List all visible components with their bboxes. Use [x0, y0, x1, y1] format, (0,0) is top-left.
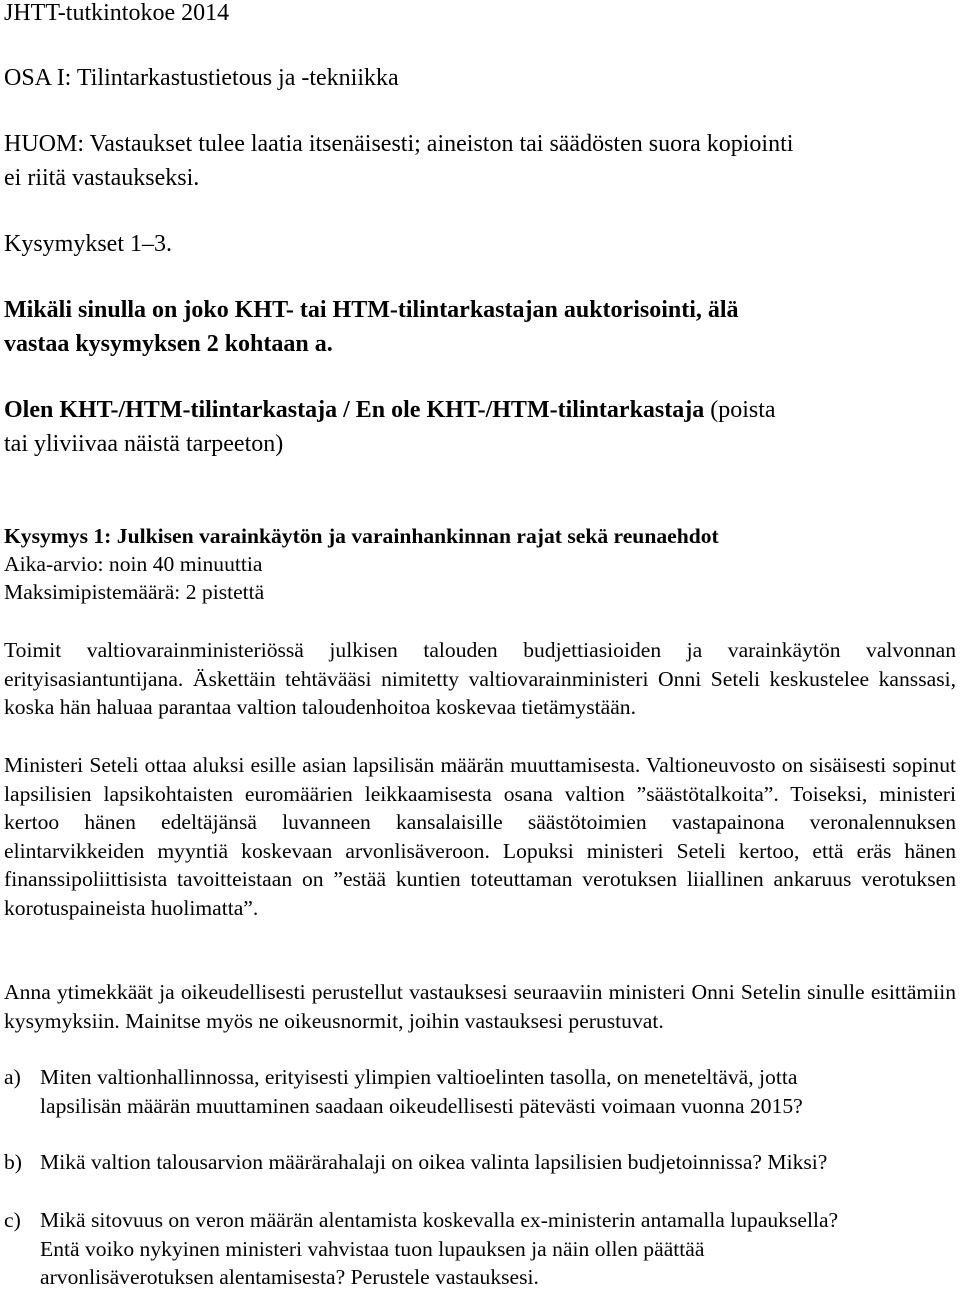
item-marker: b) — [4, 1150, 22, 1174]
item-marker: c) — [4, 1208, 21, 1232]
auditor-status-statement: Olen KHT-/HTM-tilintarkastaja / En ole KHT-/HTM-tilintarkastaja (poista tai yliviivaa näistä tarpeeton) — [4, 397, 776, 457]
question1-time-estimate: Aika-arvio: noin 40 minuuttia — [4, 552, 263, 576]
question1-item-b: b) Mikä valtion talousarvion määrärahalaji on oikea valinta lapsilisien budjetoinnissa? Miksi? — [4, 1148, 956, 1177]
question1-max-points: Maksimipistemäärä: 2 pistettä — [4, 580, 265, 604]
question1-item-a: a) Miten valtionhallinnossa, erityisesti ylimpien valtioelinten tasolla, on meneteltävä, jotta lapsilisän määrän muuttaminen saadaan oikeudellisesti pätevästi voimaan vuonna 2015? — [4, 1063, 956, 1120]
question1-paragraph-2: Ministeri Seteli ottaa aluksi esille asian lapsilisän määrän muuttamisesta. Valtioneuvosto on sisäisesti sopinut lapsilisien lapsikohtaisten euromäärien leikkaamisesta osana valtion ”säästötalkoita”. Toiseksi, ministeri kertoo hänen edeltäjänsä luvanneen kansalaisille säästötoimien vastapainona veronalennuksen elintarvikkeiden myyntiä koskevaan arvonlisäveroon. Lopuksi ministeri Seteli kertoo, että eräs hänen finanssipoliittisista tavoitteistaan on ”estää kuntien toteuttaman verotuksen liiallinen ankaruus verotuksen korotuspaineista huolimatta”. — [4, 753, 956, 920]
authorization-warning: Mikäli sinulla on joko KHT- tai HTM-tilintarkastajan auktorisointi, älä vastaa kysymyksen 2 kohtaan a. — [4, 297, 739, 357]
question1-paragraph-1: Toimit valtiovarainministeriössä julkisen talouden budjettiasioiden ja varainkäytön valvonnan erityisasiantuntijana. Äskettäin tehtävääsi nimitetty valtiovarainministeri Onni Seteli keskustelee kanssasi, koska hän haluaa parantaa valtion taloudenhoitoa koskevaa tietämystään. — [4, 638, 956, 719]
item-marker: a) — [4, 1065, 21, 1089]
auditor-status-options: Olen KHT-/HTM-tilintarkastaja / En ole KHT-/HTM-tilintarkastaja — [4, 397, 705, 423]
part-title: OSA I: Tilintarkastustietous ja -tekniikka — [4, 65, 399, 91]
copying-note: HUOM: Vastaukset tulee laatia itsenäisesti; aineiston tai säädösten suora kopiointi ei riitä vastaukseksi. — [4, 131, 794, 191]
exam-title: JHTT-tutkintokoe 2014 — [4, 0, 230, 26]
question1-title: Kysymys 1: Julkisen varainkäytön ja varainhankinnan rajat sekä reunaehdot — [4, 524, 719, 548]
questions-range: Kysymykset 1–3. — [4, 231, 172, 257]
question1-paragraph-3: Anna ytimekkäät ja oikeudellisesti perustellut vastauksesi seuraaviin ministeri Onni Setelin sinulle esittämiin kysymyksiin. Mainitse myös ne oikeusnormit, joihin vastauksesi perustuvat. — [4, 980, 956, 1033]
question1-item-c: c) Mikä sitovuus on veron määrän alentamista koskevalla ex-ministerin antamalla lupauksella? Entä voiko nykyinen ministeri vahvistaa tuon lupauksen ja näin ollen päättää arvonlisäverotuksen alentamisesta? Perustele vastauksesi. — [4, 1206, 956, 1292]
